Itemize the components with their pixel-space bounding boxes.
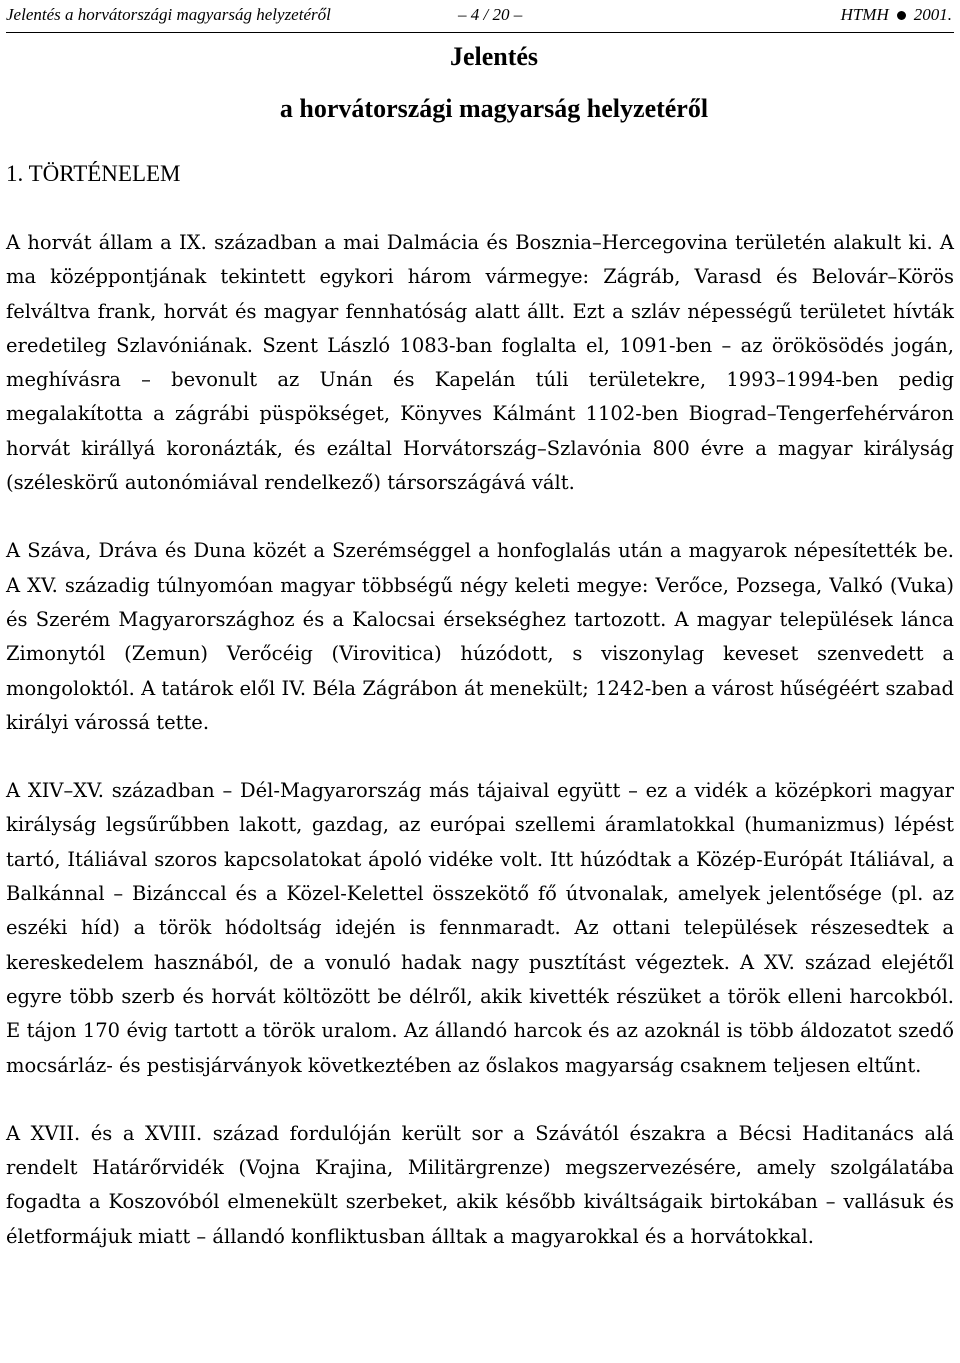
header-publisher-name: HTMH bbox=[840, 5, 889, 24]
header-document-title: Jelentés a horvátországi magyarság helyzetéről bbox=[6, 5, 331, 24]
running-header bbox=[6, 0, 954, 33]
header-page-number: – 4 / 20 – bbox=[458, 5, 523, 24]
header-year: 2001. bbox=[913, 5, 952, 24]
document-title: Jelentés bbox=[449, 42, 539, 71]
paragraph: A Száva, Dráva és Duna közét a Szerémséggel a honfoglalás után a magyarok népesítették be. A XV. századig túlnyomóan magyar többségű négy keleti megye: Verőce, Pozsega, Valkó (Vuka) és Szerém Magyarországhoz és a Kalocsai érsekséghez tartozott. A magyar települések lánca Zimonytól (Zemun) Verőcéig (Virovitica) húzódott, s viszonylag keveset szenvedett a mongoloktól. A tatárok elől IV. Béla Zágrábon át menekült; 1242-ben a várost hűségéért szabad királyi várossá tette. bbox=[6, 539, 954, 734]
body-text bbox=[6, 226, 954, 1288]
bullet-dot-icon bbox=[897, 11, 906, 20]
header-publisher bbox=[841, 5, 952, 25]
paragraph: A XIV–XV. században – Dél-Magyarország más tájaival együtt – ez a vidék a középkori magyar királyság legsűrűbben lakott, gazdag, az európai szellemi áramlatokkal (humanizmus) lépést tartó, Itáliával szoros kapcsolatokat ápoló vidéke volt. Itt húzódtak a Közép-Európát Itáliával, a Balkánnal – Bizánccal és a Közel-Kelettel összekötő fő útvonalak, amelyek jelentősége (pl. az eszéki híd) a török hódoltság idején is fennmaradt. Az ottani települések részesedtek a kereskedelem hasznából, de a vonuló hadak nagy pusztítást végeztek. A XV. század elejétől egyre több szerb és horvát költözött be délről, akik kivették részüket a török elleni harcokból. E tájon 170 évig tartott a török uralom. Az állandó harcok és az azoknál is több áldozatot szedő mocsárláz- és pestisjárványok következtében az őslakos magyarság csaknem teljesen eltűnt. bbox=[6, 779, 954, 1077]
paragraph: A horvát állam a IX. században a mai Dalmácia és Bosznia–Hercegovina területén alakult ki. A ma középpontjának tekintett egykori három vármegye: Zágráb, Varasd és Belovár–Körös felváltva frank, horvát és magyar fennhatóság alatt állt. Ezt a szláv népességű területet hívták eredetileg Szlavóniának. Szent László 1083-ban foglalta el, 1091-ben – az örökösödés jogán, meghívásra – bevonult az Unán és Kapelán túli területekre, 1993–1994-ben pedig megalakította a zágrábi püspökséget, Könyves Kálmánt 1102-ben Biograd–Tengerfehérváron horvát királlyá koronázták, és ezáltal Horvátország–Szlavónia 800 évre a magyar királyság (széleskörű autonómiával rendelkező) társországává vált. bbox=[6, 231, 954, 495]
document-subtitle: a horvátországi magyarság helyzetéről bbox=[279, 94, 709, 123]
paragraph: A XVII. és a XVIII. század fordulóján került sor a Szávától északra a Bécsi Haditanács alá rendelt Határőrvidék (Vojna Krajina, Militärgrenze) megszervezésére, amely szolgálatába fogadta a Koszovóból elmenekült szerbeket, akik később kiváltságaik birtokában – vallásuk és életformájuk miatt – állandó konfliktusban álltak a magyarokkal és a horvátokkal. bbox=[6, 1121, 954, 1248]
section-heading: 1. TÖRTÉNELEM bbox=[6, 161, 181, 186]
